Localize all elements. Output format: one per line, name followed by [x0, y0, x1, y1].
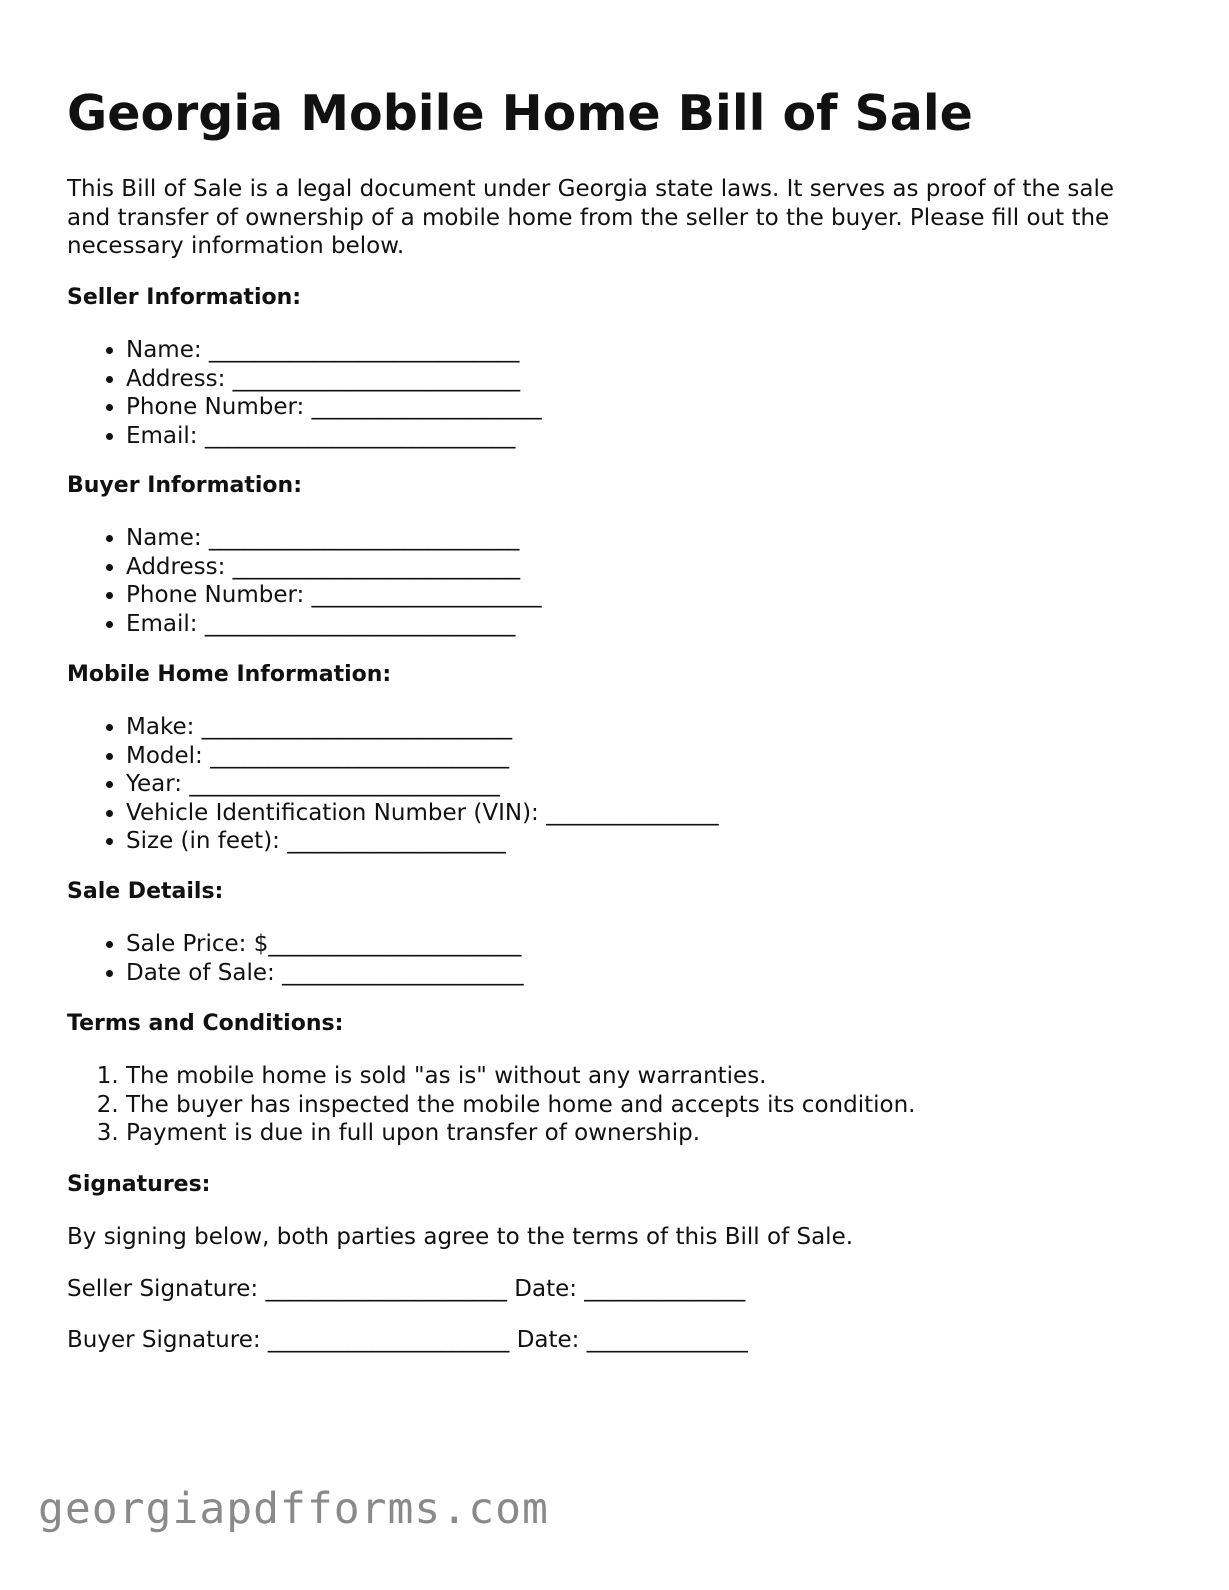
sale-fields-list [67, 930, 524, 987]
term-item: 3. Payment is due in full upon transfer of ownership. [126, 1119, 915, 1148]
vin-field[interactable]: • Vehicle Identification Number (VIN): _______________ [126, 799, 719, 828]
terms-heading: Terms and Conditions: [67, 1011, 344, 1036]
model-field[interactable]: • Model: __________________________ [126, 742, 719, 771]
seller-email-field[interactable]: • Email: ___________________________ [126, 422, 542, 451]
mobile-home-heading: Mobile Home Information: [67, 662, 392, 687]
sale-details-heading: Sale Details: [67, 879, 224, 904]
intro-paragraph: This Bill of Sale is a legal document under Georgia state laws. It serves as proof of the sale and transfer of ownership of a mobile home from the seller to the buyer. Please fill out the necessary information below. [67, 176, 1115, 259]
sale-date-field[interactable]: • Date of Sale: _____________________ [126, 959, 524, 988]
buyer-heading: Buyer Information: [67, 473, 302, 498]
buyer-phone-field[interactable]: • Phone Number: ____________________ [126, 581, 542, 610]
buyer-email-field[interactable]: • Email: ___________________________ [126, 610, 542, 639]
signatures-heading: Signatures: [67, 1172, 211, 1197]
document-title: Georgia Mobile Home Bill of Sale [67, 85, 973, 142]
buyer-signature-line[interactable]: Buyer Signature: _____________________ Date: ______________ [67, 1327, 748, 1353]
seller-fields-list [67, 336, 542, 450]
buyer-address-field[interactable]: • Address: _________________________ [126, 553, 542, 582]
buyer-fields-list [67, 524, 542, 638]
year-field[interactable]: • Year: ___________________________ [126, 770, 719, 799]
mobile-home-fields-list [67, 713, 719, 856]
sale-price-field[interactable]: • Sale Price: $______________________ [126, 930, 524, 959]
make-field[interactable]: • Make: ___________________________ [126, 713, 719, 742]
seller-phone-field[interactable]: • Phone Number: ____________________ [126, 393, 542, 422]
seller-name-field[interactable]: • Name: ___________________________ [126, 336, 542, 365]
term-item: 2. The buyer has inspected the mobile home and accepts its condition. [126, 1091, 915, 1120]
seller-signature-line[interactable]: Seller Signature: _____________________ Date: ______________ [67, 1276, 746, 1302]
signatures-statement: By signing below, both parties agree to the terms of this Bill of Sale. [67, 1224, 854, 1250]
seller-heading: Seller Information: [67, 285, 302, 310]
site-watermark: georgiapdfforms.com [38, 1484, 549, 1534]
terms-list [67, 1062, 915, 1148]
seller-address-field[interactable]: • Address: _________________________ [126, 365, 542, 394]
buyer-name-field[interactable]: • Name: ___________________________ [126, 524, 542, 553]
term-item: 1. The mobile home is sold "as is" without any warranties. [126, 1062, 915, 1091]
size-field[interactable]: • Size (in feet): ___________________ [126, 827, 719, 856]
